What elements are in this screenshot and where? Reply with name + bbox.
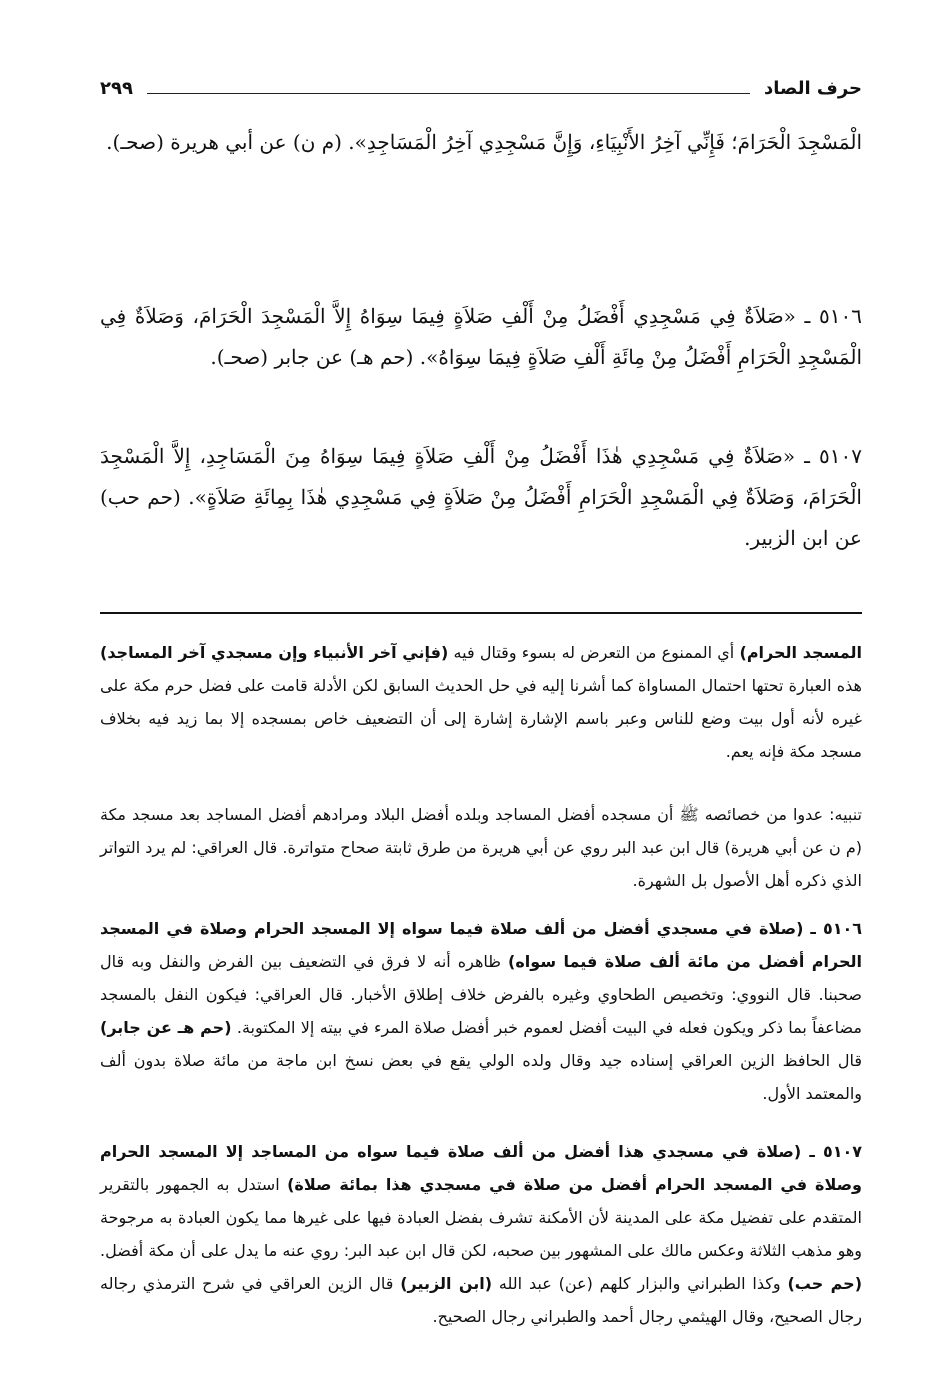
footnote-separator bbox=[100, 612, 862, 614]
commentary-lead: ٥١٠٦ ـ (صلاة في مسجدي أفضل من ألف صلاة فيما سواه إلا المسجد الحرام وصلاة في المسجد الحرام أفضل من مائة ألف صلاة فيما سواه) bbox=[100, 919, 862, 971]
book-page bbox=[100, 70, 862, 1330]
commentary-lead: المسجد الحرام) bbox=[739, 643, 863, 662]
page-header bbox=[100, 70, 862, 106]
hadith-text: الْمَسْجِدَ الْحَرَامَ؛ فَإِنِّي آخِرُ الأَنْبِيَاءِ، وَإِنَّ مَسْجِدِي آخِرُ الْمَسَاجِدِ». (م ن) عن أبي هريرة (صحـ). bbox=[106, 130, 862, 154]
commentary-lead: (ابن الزبير) bbox=[400, 1274, 493, 1293]
commentary-text: قال الزين العراقي في شرح الترمذي رجاله رجال الصحيح، وقال الهيثمي رجال أحمد والطبراني رجال الصحيح. bbox=[100, 1274, 862, 1326]
commentary-lead: (فإني آخر الأنبياء وإن مسجدي آخر المساجد) bbox=[100, 643, 449, 662]
page-number: ٢٩٩ bbox=[100, 77, 133, 99]
commentary-note: تنبيه: عدوا من خصائصه ﷺ أن مسجده أفضل المساجد وبلده أفضل البلاد ومرادهم أفضل المساجد بعد مسجد مكة (م ن عن أبي هريرة) قال ابن عبد البر روي عن أبي هريرة من طرق ثابتة صحاح متواترة. قال العراقي: لم يرد التواتر الذي ذكره أهل الأصول بل الشهرة. bbox=[100, 805, 862, 890]
commentary-5106 bbox=[100, 912, 862, 1110]
chapter-title: حرف الصاد bbox=[763, 77, 862, 99]
commentary-lead: (حم هـ عن جابر) bbox=[100, 1018, 232, 1037]
commentary-text: هذه العبارة تحتها احتمال المساواة كما أشرنا إليه في حل الحديث السابق لكن الأدلة قامت على فضل حرم مكة على غيره لأنه أول بيت وضع للناس وعبر باسم الإشارة إشارة إلى أن التضعيف خاص بمسجده إلا بما زيد فيه بخلاف مسجد مكة فإنه يعم. bbox=[100, 676, 862, 761]
hadith-5106: ٥١٠٦ ـ «صَلاَةٌ فِي مَسْجِدِي أَفْضَلُ مِنْ أَلْفِ صَلاَةٍ فِيمَا سِوَاهُ إِلاَّ الْمَسْجِدَ الْحَرَامَ، وَصَلاَةٌ فِي الْمَسْجِدِ الْحَرَامِ أَفْضَلُ مِنْ مِائَةِ أَلْفِ صَلاَةٍ فِيمَا سِوَاهُ». (حم هـ) عن جابر (صحـ). bbox=[100, 304, 862, 369]
commentary-text: أي الممنوع من التعرض له بسوء وقتال فيه bbox=[448, 643, 740, 662]
hadith-5107: ٥١٠٧ ـ «صَلاَةٌ فِي مَسْجِدِي هٰذَا أَفْضَلُ مِنْ أَلْفِ صَلاَةٍ فِيمَا سِوَاهُ مِنَ الْمَسَاجِدِ، إِلاَّ الْمَسْجِدَ الْحَرَامَ، وَصَلاَةٌ فِي الْمَسْجِدِ الْحَرَامِ أَفْضَلُ مِنْ صَلاَةٍ فِي مَسْجِدِي هٰذَا بِمِائَةِ صَلاَةٍ». (حم حب) عن ابن الزبير. bbox=[100, 444, 862, 550]
commentary-lead: ٥١٠٧ ـ (صلاة في مسجدي هذا أفضل من ألف صلاة فيما سواه من المساجد إلا المسجد الحرام وصلاة في المسجد الحرام أفضل من صلاة في مسجدي هذا بمائة صلاة) bbox=[100, 1142, 862, 1194]
commentary-text: وكذا الطبراني والبزار كلهم (عن) عبد الله bbox=[492, 1274, 788, 1293]
commentary-5107 bbox=[100, 1135, 862, 1333]
commentary-text: استدل به الجمهور بالتقرير المتقدم على تفضيل مكة على المدينة لأن الأمكنة تشرف بفضل العبادة فيها على غيرها مما يكون العبادة به مرجوحة وهو مذهب الثلاثة وعكس مالك على المشهور بين صحبه، لكن قال ابن عبد البر: روي عنه ما يدل على أن مكة أفضل. bbox=[100, 1175, 862, 1260]
commentary-lead: (حم حب) bbox=[787, 1274, 863, 1293]
commentary-text: ظاهره أنه لا فرق في التضعيف بين الفرض والنفل وبه قال صحبنا. قال النووي: وتخصيص الطحاوي وغيره بالفرض خلاف إطلاق الأخبار. قال العراقي: فيكون النفل بالمسجد مضاعفاً بما ذكر ويكون فعله في البيت أفضل لعموم خبر أفضل صلاة المرء في بيته إلا المكتوبة. bbox=[100, 952, 863, 1037]
header-rule bbox=[147, 93, 750, 94]
commentary-paragraph bbox=[100, 636, 862, 768]
commentary-text: قال الحافظ الزين العراقي إسناده جيد وقال ولده الولي يقع في بعض نسخ ابن ماجة من مائة صلاة بدون ألف والمعتمد الأول. bbox=[100, 1051, 862, 1103]
